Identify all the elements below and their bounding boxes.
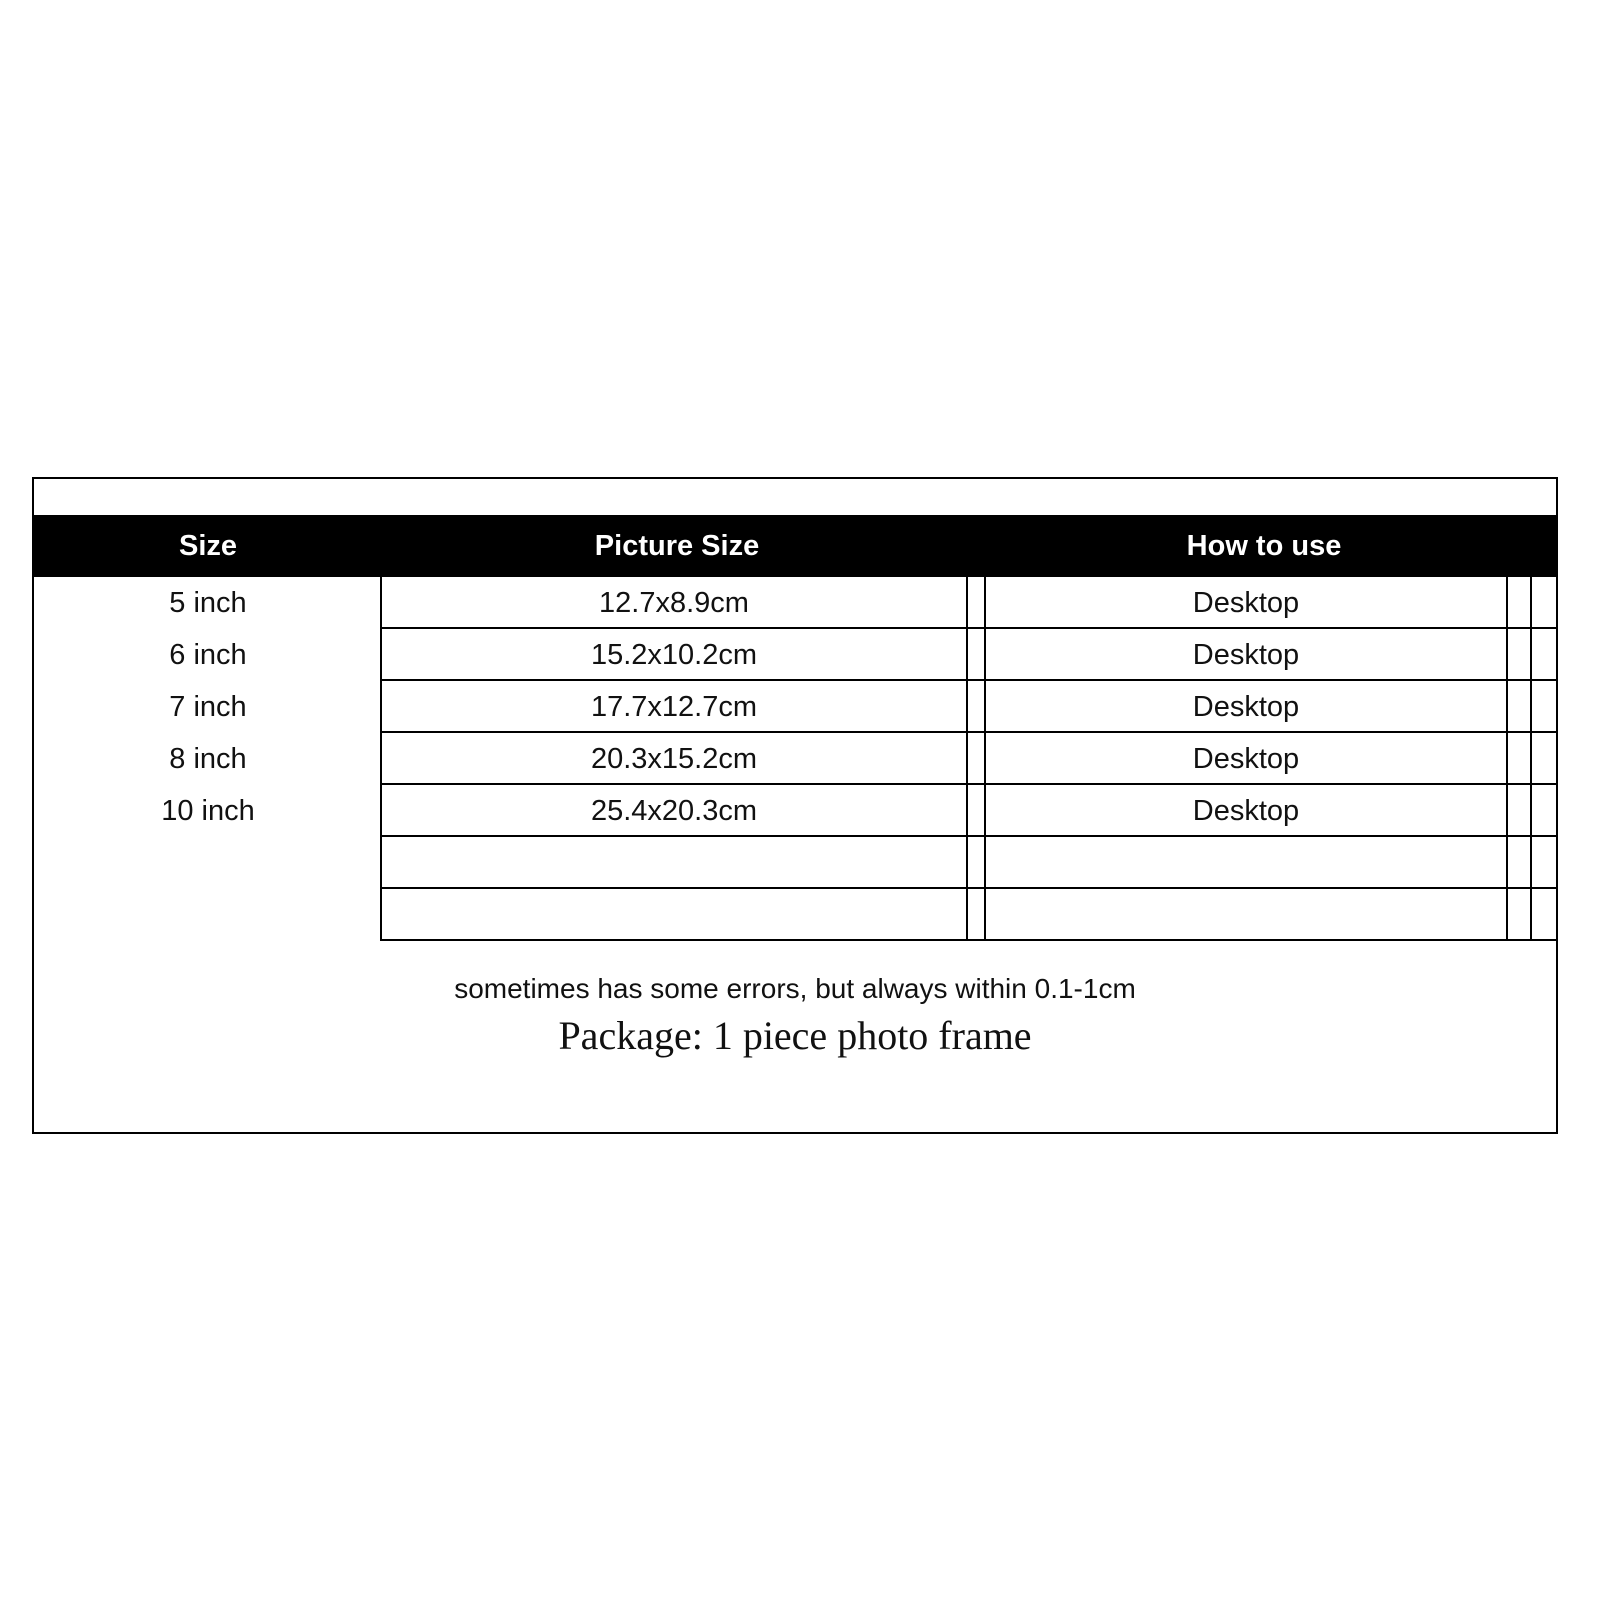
size-item: 6 inch	[169, 639, 247, 671]
size-item: 8 inch	[169, 743, 247, 775]
table-header	[34, 515, 1556, 577]
size-item: 7 inch	[169, 691, 247, 723]
size-item: 10 inch	[161, 795, 255, 827]
how-to-use-cell: Desktop	[1192, 795, 1300, 827]
column-divider	[966, 577, 968, 941]
size-column	[34, 577, 382, 837]
header-how-to-use: How to use	[1186, 530, 1342, 562]
column-divider	[1530, 577, 1532, 941]
size-chart-panel	[32, 477, 1558, 1134]
tolerance-note: sometimes has some errors, but always within 0.1-1cm	[454, 973, 1136, 1004]
header-picture-size: Picture Size	[594, 530, 760, 562]
picture-size-cell: 15.2x10.2cm	[590, 639, 758, 671]
package-note: Package: 1 piece photo frame	[558, 1013, 1032, 1058]
how-to-use-cell: Desktop	[1192, 587, 1300, 619]
row-divider	[380, 939, 1556, 941]
column-divider	[1506, 577, 1508, 941]
size-grid	[380, 577, 1556, 941]
picture-size-cell: 25.4x20.3cm	[590, 795, 758, 827]
size-item: 5 inch	[169, 587, 247, 619]
header-size: Size	[178, 530, 238, 562]
row-divider	[380, 887, 1556, 889]
how-to-use-cell: Desktop	[1192, 691, 1300, 723]
picture-size-cell: 17.7x12.7cm	[590, 691, 758, 723]
picture-size-cell: 20.3x15.2cm	[590, 743, 758, 775]
how-to-use-cell: Desktop	[1192, 639, 1300, 671]
how-to-use-cell: Desktop	[1192, 743, 1300, 775]
picture-size-cell: 12.7x8.9cm	[599, 587, 749, 619]
